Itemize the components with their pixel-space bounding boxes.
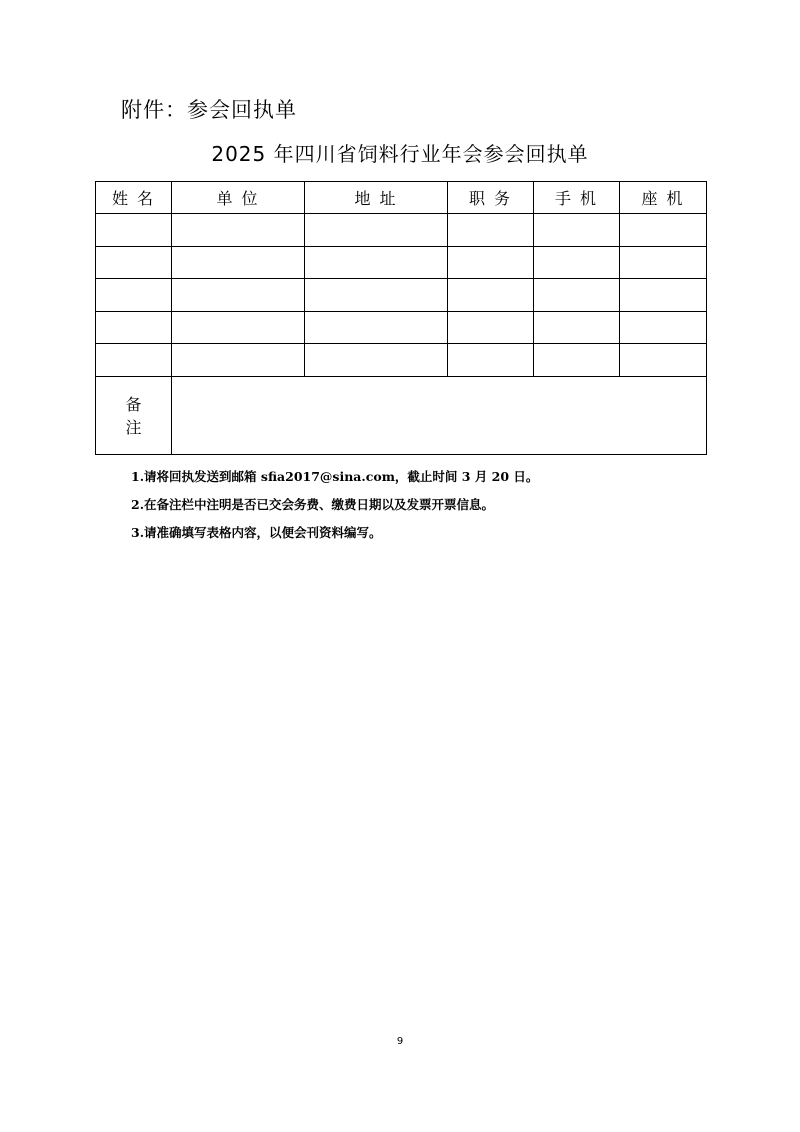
cell-address[interactable] — [305, 311, 448, 344]
header-address: 地 址 — [305, 182, 448, 214]
cell-mobile[interactable] — [534, 311, 620, 344]
cell-organization[interactable] — [172, 311, 305, 344]
cell-mobile[interactable] — [534, 246, 620, 279]
note-item: 2.在备注栏中注明是否已交会务费、缴费日期以及发票开票信息。 — [131, 497, 495, 512]
cell-landline[interactable] — [620, 311, 707, 344]
header-name: 姓 名 — [96, 182, 172, 214]
registration-table — [95, 181, 707, 455]
table-row — [96, 344, 707, 377]
cell-address[interactable] — [305, 214, 448, 247]
cell-landline[interactable] — [620, 246, 707, 279]
table-row — [96, 214, 707, 247]
header-landline: 座 机 — [620, 182, 707, 214]
cell-landline[interactable] — [620, 344, 707, 377]
cell-name[interactable] — [96, 214, 172, 247]
cell-mobile[interactable] — [534, 344, 620, 377]
remarks-label: 备 注 — [96, 376, 172, 454]
cell-position[interactable] — [448, 214, 534, 247]
header-mobile: 手 机 — [534, 182, 620, 214]
note-item: 1.请将回执发送到邮箱 sfia2017@sina.com，截止时间 3 月 20 日。 — [131, 469, 539, 484]
cell-name[interactable] — [96, 279, 172, 312]
header-position: 职 务 — [448, 182, 534, 214]
attachment-heading: 附件：参会回执单 — [121, 98, 297, 122]
cell-position[interactable] — [448, 344, 534, 377]
cell-landline[interactable] — [620, 214, 707, 247]
cell-organization[interactable] — [172, 279, 305, 312]
remarks-row — [96, 376, 707, 454]
form-title: 2025 年四川省饲料行业年会参会回执单 — [211, 142, 589, 166]
cell-address[interactable] — [305, 246, 448, 279]
cell-address[interactable] — [305, 279, 448, 312]
table-header-row — [96, 182, 707, 214]
page-number: 9 — [396, 1036, 404, 1047]
remarks-field[interactable] — [172, 376, 707, 454]
header-organization: 单 位 — [172, 182, 305, 214]
cell-address[interactable] — [305, 344, 448, 377]
cell-mobile[interactable] — [534, 279, 620, 312]
cell-organization[interactable] — [172, 214, 305, 247]
note-item: 3.请准确填写表格内容，以便会刊资料编写。 — [131, 525, 382, 540]
cell-organization[interactable] — [172, 246, 305, 279]
cell-organization[interactable] — [172, 344, 305, 377]
notes-list — [131, 463, 538, 547]
cell-name[interactable] — [96, 311, 172, 344]
cell-name[interactable] — [96, 246, 172, 279]
cell-position[interactable] — [448, 311, 534, 344]
cell-landline[interactable] — [620, 279, 707, 312]
table-row — [96, 311, 707, 344]
cell-position[interactable] — [448, 246, 534, 279]
cell-name[interactable] — [96, 344, 172, 377]
cell-position[interactable] — [448, 279, 534, 312]
cell-mobile[interactable] — [534, 214, 620, 247]
table-row — [96, 279, 707, 312]
table-row — [96, 246, 707, 279]
